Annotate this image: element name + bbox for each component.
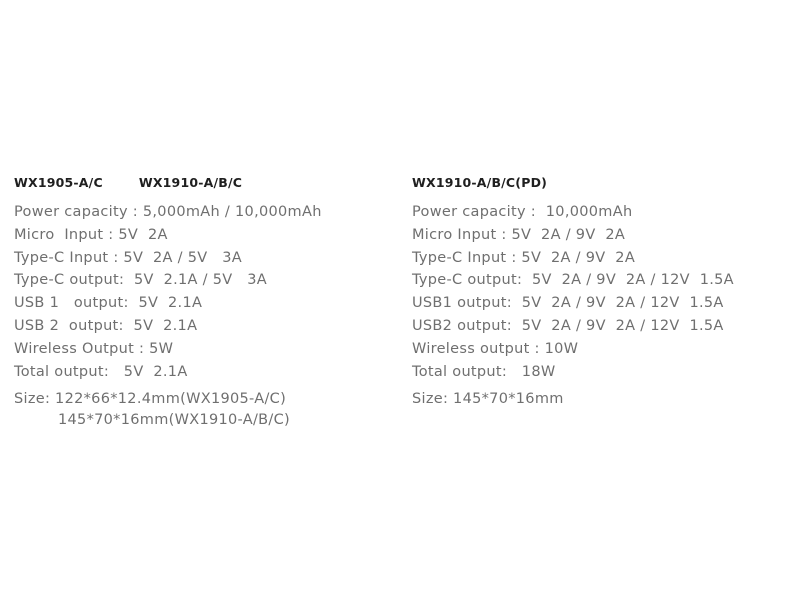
spec-size-line-1: Size: 145*70*16mm [412,391,564,408]
spec-micro-input: Micro Input : 5V 2A [14,226,168,243]
spec-wireless-output: Wireless Output : 5W [14,340,174,357]
model-name-wx1910: WX1910-A/B/C [138,175,243,190]
spec-micro-input: Micro Input : 5V 2A / 9V 2A [412,226,626,243]
left-model-headers [14,174,384,191]
spec-typec-input: Type-C Input : 5V 2A / 5V 3A [14,249,242,266]
spec-total-output: Total output: 18W [412,363,556,380]
spec-wireless-output: Wireless output : 10W [412,340,579,357]
right-model-headers [412,174,792,191]
left-spec-column [14,174,384,431]
spec-typec-output: Type-C output: 5V 2.1A / 5V 3A [14,272,267,289]
spec-power-capacity: Power capacity : 5,000mAh / 10,000mAh [14,204,322,220]
model-name-wx1905: WX1905-A/C [14,175,103,190]
spec-power-capacity: Power capacity : 10,000mAh [412,204,633,220]
left-size-block [14,389,384,431]
spec-size-line-1: Size: 122*66*12.4mm(WX1905-A/C) [14,391,287,408]
spec-typec-output: Type-C output: 5V 2A / 9V 2A / 12V 1.5A [412,272,734,289]
spec-usb1-output: USB 1 output: 5V 2.1A [14,295,203,312]
right-spec-column [412,174,792,410]
spec-typec-input: Type-C Input : 5V 2A / 9V 2A [412,249,636,266]
left-spec-list [14,201,384,383]
spec-size-line-2: 145*70*16mm(WX1910-A/B/C) [58,412,290,429]
spec-usb1-output: USB1 output: 5V 2A / 9V 2A / 12V 1.5A [412,295,724,312]
spec-usb2-output: USB 2 output: 5V 2.1A [14,317,198,334]
model-name-wx1910-pd: WX1910-A/B/C(PD) [412,175,548,190]
spec-usb2-output: USB2 output: 5V 2A / 9V 2A / 12V 1.5A [412,317,724,334]
right-size-block [412,389,792,410]
right-spec-list [412,201,792,383]
spec-total-output: Total output: 5V 2.1A [14,363,188,380]
